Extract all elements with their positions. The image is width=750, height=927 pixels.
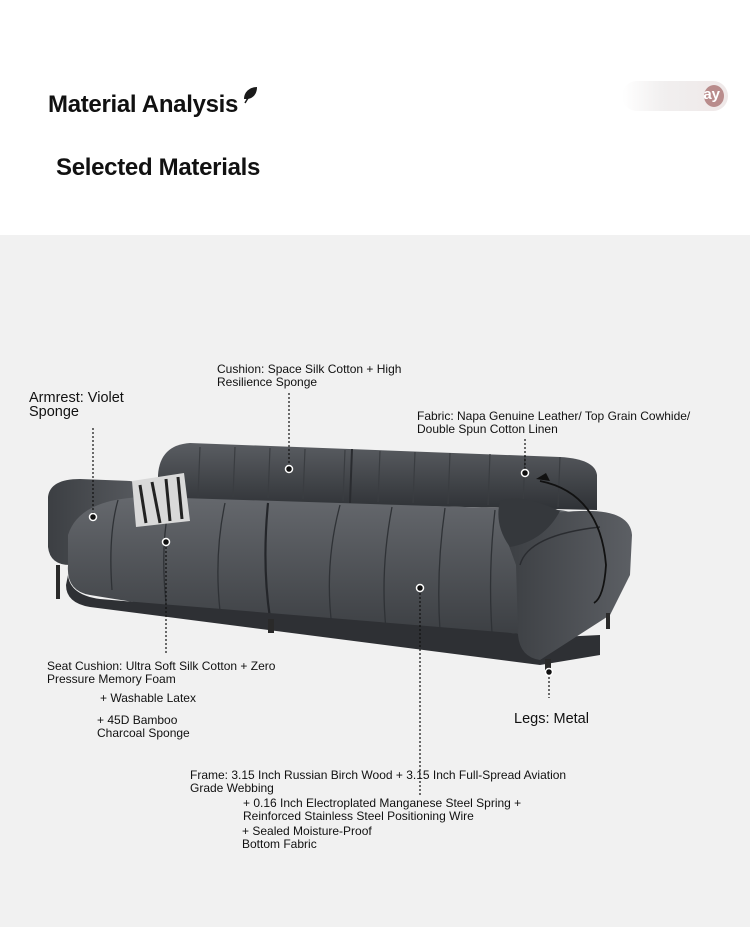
seat-cushion-annotation: Seat Cushion: Ultra Soft Silk Cotton + Zero Pressure Memory Foam xyxy=(47,659,276,686)
sofa-leg xyxy=(268,619,274,633)
frame-fabric-annotation: + Sealed Moisture-Proof Bottom Fabric xyxy=(242,824,372,851)
sofa-leg xyxy=(606,613,610,629)
badge-text: ay xyxy=(703,86,720,103)
header xyxy=(0,0,750,235)
seat-latex-annotation: + Washable Latex xyxy=(100,691,196,705)
cushion-annotation: Cushion: Space Silk Cotton + High Resilience Sponge xyxy=(217,362,402,389)
material-stage xyxy=(0,235,750,927)
frame-annotation: Frame: 3.15 Inch Russian Birch Wood + 3.15 Inch Full-Spread Aviation Grade Webbing xyxy=(190,768,567,795)
seat-bamboo-annotation: + 45D Bamboo Charcoal Sponge xyxy=(97,713,190,740)
fabric-annotation: Fabric: Napa Genuine Leather/ Top Grain Cowhide/ Double Spun Cotton Linen xyxy=(417,409,691,436)
armrest-annotation: Armrest: Violet Sponge xyxy=(29,390,124,420)
sofa-image xyxy=(0,235,750,927)
sofa-leg xyxy=(56,565,60,599)
page-title: Material Analysis xyxy=(48,91,239,118)
frame-spring-annotation: + 0.16 Inch Electroplated Manganese Steel Spring + Reinforced Stainless Steel Positioning Wire xyxy=(243,796,522,823)
leaf-icon xyxy=(241,85,259,105)
legs-annotation: Legs: Metal xyxy=(514,711,589,727)
page-subtitle: Selected Materials xyxy=(56,154,261,181)
decorative-badge xyxy=(622,81,728,111)
